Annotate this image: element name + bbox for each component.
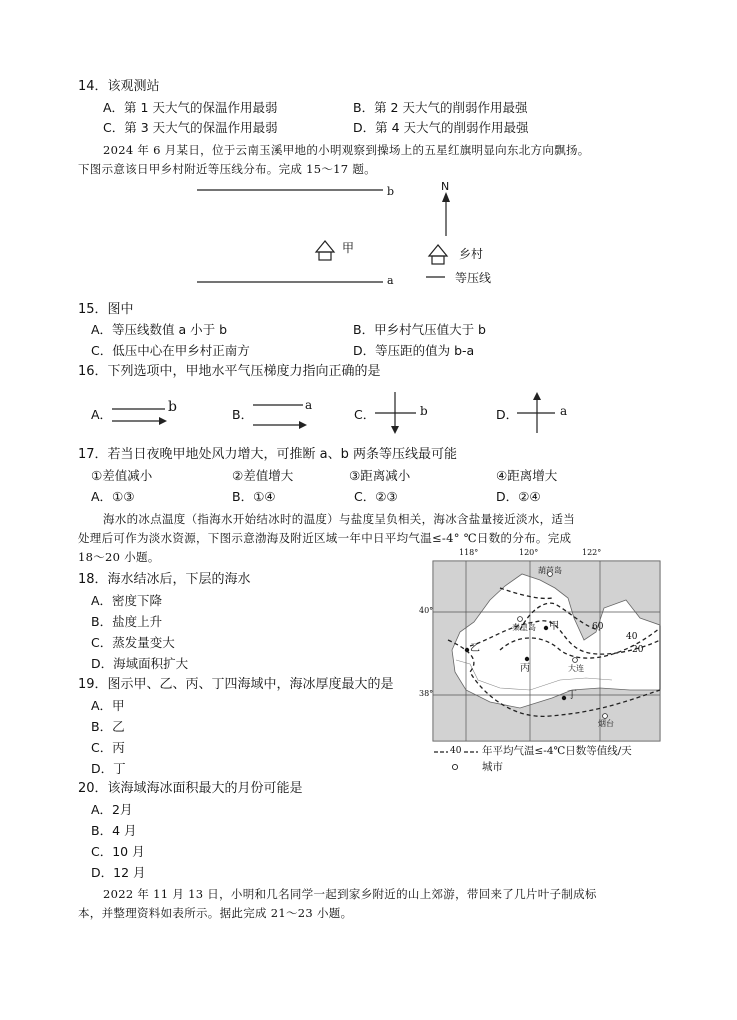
q16-option-a: A．	[91, 407, 113, 422]
q20-option-d: D．12 月	[91, 865, 146, 880]
sea-bing-marker	[525, 657, 529, 661]
isoline-40-label: 40	[626, 632, 638, 642]
q19-stem: 19．图示甲、乙、丙、丁四海域中，海冰厚度最大的是	[78, 677, 394, 692]
q15-stem: 15．图中	[78, 302, 134, 317]
q18-stem: 18．海水结冰后，下层的海水	[78, 572, 251, 587]
q14-option-a: A．第 1 天大气的保温作用最弱	[103, 100, 278, 115]
q17-item-4: ④距离增大	[496, 468, 558, 483]
lat-40: 40°	[419, 606, 434, 615]
sea-ding-label: 丁	[567, 690, 577, 701]
sea-bing-label: 丙	[520, 663, 530, 674]
isobar-a-label: a	[387, 274, 394, 287]
village-jia-label: 甲	[342, 241, 355, 255]
sea-jia-label: 甲	[549, 621, 559, 632]
q20-stem: 20．该海域海冰面积最大的月份可能是	[78, 781, 303, 796]
q17-item-1: ①差值减小	[91, 468, 153, 483]
q20-option-b: B．4 月	[91, 823, 137, 838]
intro-21-23-line2: 本，并整理资料如表所示。据此完成 21～23 小题。	[78, 906, 353, 920]
intro-21-23-line1: 2022 年 11 月 13 日，小明和几名同学一起到家乡附近的山上郊游，带回来了几片叶子制成标	[103, 887, 597, 901]
q20-option-c: C．10 月	[91, 844, 145, 859]
legend-isoline-number: 40	[450, 746, 462, 756]
q19-option-d: D．丁	[91, 761, 126, 776]
q15-option-c: C．低压中心在甲乡村正南方	[91, 343, 250, 358]
city-dalian-icon	[573, 658, 578, 663]
q16-b-label: a	[305, 398, 313, 412]
q15-option-d: D．等压距的值为 b-a	[353, 343, 475, 358]
city-qinhuangdao-label: 秦皇岛	[512, 623, 536, 632]
lon-120: 120°	[519, 548, 539, 557]
q17-option-b: B．①④	[232, 489, 276, 504]
sea-jia-marker	[544, 626, 548, 630]
q14-option-d: D．第 4 天大气的削弱作用最强	[353, 120, 529, 135]
q18-option-a: A．密度下降	[91, 593, 163, 608]
intro-18-20-line3: 18～20 小题。	[78, 550, 160, 564]
legend-isoline-label: 年平均气温≤-4℃日数等值线/天	[482, 745, 632, 757]
q16-a-label: b	[168, 399, 177, 415]
q20-option-a: A．2月	[91, 802, 133, 817]
city-yantai-label: 烟台	[598, 719, 614, 728]
q18-option-c: C．蒸发量变大	[91, 635, 175, 650]
q14-stem: 14．该观测站	[78, 79, 160, 94]
q15-option-b: B．甲乡村气压值大于 b	[353, 322, 486, 337]
city-huludao-label: 葫芦岛	[538, 566, 562, 575]
q14-option-b: B．第 2 天大气的削弱作用最强	[353, 100, 528, 115]
legend-city-icon	[452, 764, 457, 769]
sea-yi-marker	[465, 648, 469, 652]
q16-option-b: B．	[232, 407, 254, 422]
intro-15-17-line2: 下图示意该日甲乡村附近等压线分布。完成 15～17 题。	[78, 162, 376, 176]
q16-c-label: b	[420, 404, 428, 418]
intro-15-17-line1: 2024 年 6 月某日，位于云南玉溪甲地的小明观察到操场上的五星红旗明显向东北方向飘扬。	[103, 143, 590, 157]
city-qinhuangdao-icon	[518, 617, 523, 622]
q14-option-c: C．第 3 天大气的保温作用最弱	[103, 120, 278, 135]
q17-option-a: A．①③	[91, 489, 135, 504]
q19-option-a: A．甲	[91, 698, 125, 713]
intro-18-20-line2: 处理后可作为淡水资源，下图示意渤海及附近区域一年中日平均气温≤-4° ℃日数的分布。完成	[78, 531, 572, 545]
q16-option-d: D．	[496, 407, 519, 422]
q18-option-d: D．海域面积扩大	[91, 656, 189, 671]
q17-option-c: C．②③	[354, 489, 398, 504]
isoline-60-label: 60	[592, 622, 604, 632]
sea-ding-marker	[562, 696, 566, 700]
q19-option-b: B．乙	[91, 719, 125, 734]
q17-option-d: D．②④	[496, 489, 541, 504]
isobar-b-label: b	[387, 185, 395, 198]
q17-item-3: ③距离减小	[349, 468, 411, 483]
q17-stem: 17．若当日夜晚甲地处风力增大，可推断 a、b 两条等压线最可能	[78, 447, 458, 462]
legend-village-label: 乡村	[459, 247, 484, 261]
legend-isobar-label: 等压线	[455, 271, 492, 285]
q19-option-c: C．丙	[91, 740, 125, 755]
city-yantai-icon	[603, 714, 608, 719]
q18-option-b: B．盐度上升	[91, 614, 163, 629]
lat-38: 38°	[419, 689, 434, 698]
q17-item-2: ②差值增大	[232, 468, 294, 483]
lon-122: 122°	[582, 548, 602, 557]
north-label: N	[441, 180, 450, 193]
q16-option-c: C．	[354, 407, 376, 422]
intro-18-20-line1: 海水的冰点温度（指海水开始结冰时的温度）与盐度呈负相关，海冰含盐量接近淡水，适当	[103, 512, 575, 526]
sea-yi-label: 乙	[470, 643, 480, 654]
q16-d-label: a	[560, 404, 568, 418]
isoline-20-label: 20	[632, 645, 644, 655]
legend-city-label: 城市	[482, 761, 503, 773]
city-dalian-label: 大连	[568, 664, 584, 673]
q16-stem: 16．下列选项中，甲地水平气压梯度力指向正确的是	[78, 364, 381, 379]
q15-option-a: A．等压线数值 a 小于 b	[91, 322, 228, 337]
lon-118: 118°	[459, 548, 479, 557]
